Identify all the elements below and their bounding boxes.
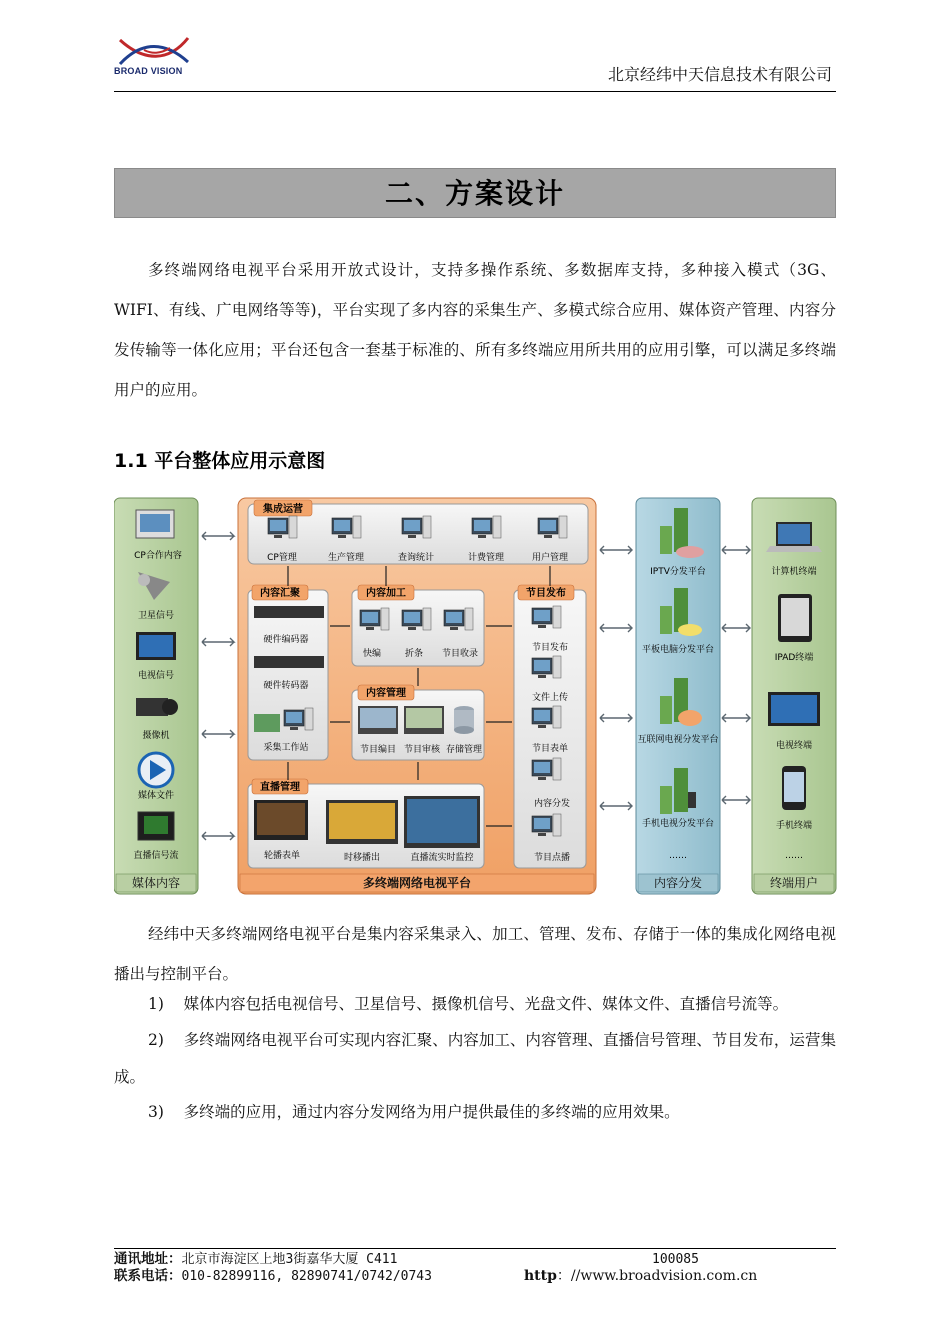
management-item: 节目编目 <box>359 745 397 755</box>
address-label: 通讯地址： <box>114 1251 182 1267</box>
terminal-item: 手机终端 <box>775 821 813 831</box>
distribution-item: 互联网电视分发平台 <box>637 735 719 745</box>
terminal-item: IPAD终端 <box>774 653 814 663</box>
media-source-cp: CP合作内容 <box>134 551 182 561</box>
publish-item: 内容分发 <box>533 799 571 809</box>
terminal-item: …… <box>785 851 803 861</box>
processing-item: 节目收录 <box>441 649 479 659</box>
media-footer: 媒体内容 <box>131 876 181 890</box>
management-title: 内容管理 <box>366 688 406 699</box>
distribution-item: …… <box>669 851 687 861</box>
publish-item: 文件上传 <box>531 693 569 703</box>
live-title: 直播管理 <box>260 782 300 793</box>
distribution-footer: 内容分发 <box>653 876 703 890</box>
http-label: http <box>524 1268 557 1284</box>
phone-label: 联系电话： <box>114 1268 182 1284</box>
distribution-item: 平板电脑分发平台 <box>641 645 715 655</box>
publish-title: 节目发布 <box>526 588 566 599</box>
live-item: 时移播出 <box>343 853 381 863</box>
website-url: ：//www.broadvision.com.cn <box>556 1268 758 1284</box>
list-item <box>114 1094 836 1130</box>
distribution-arrows <box>600 546 632 810</box>
body-paragraph: 经纬中天多终端网络电视平台是集内容采集录入、加工、管理、发布、存储于一体的集成化网络电视播出与控制平台。 <box>114 925 836 983</box>
list-item-number: 3) <box>148 1103 164 1121</box>
website[interactable] <box>524 1268 757 1285</box>
footer-phone-row <box>114 1268 836 1285</box>
media-source-camera: 摄像机 <box>142 731 170 741</box>
aggregation-item: 采集工作站 <box>263 743 309 753</box>
terminal-arrows <box>722 546 750 804</box>
subsection-title: 1.1 平台整体应用示意图 <box>114 450 326 472</box>
processing-title: 内容加工 <box>366 588 406 599</box>
media-source-tv: 电视信号 <box>137 671 175 681</box>
publish-item: 节目发布 <box>531 643 569 653</box>
intro-paragraph: 多终端网络电视平台采用开放式设计，支持多操作系统、多数据库支持，多种接入模式（3G、WIFI、有线、广电网络等等)，平台实现了多内容的采集生产、多模式综合应用、媒体资产管理、内容分发传输等一体化应用；平台还包含一套基于标准的、所有多终端应用所共用的应用引擎，可以满足多终端用户的应用。 <box>114 261 836 399</box>
zip-code: 100085 <box>652 1252 699 1267</box>
ops-item: 查询统计 <box>397 553 435 563</box>
list-item-text: 多终端网络电视平台可实现内容汇聚、内容加工、内容管理、直播信号管理、节目发布，运营集成。 <box>114 1031 836 1086</box>
distribution-item: 手机电视分发平台 <box>641 819 715 829</box>
list-item <box>114 1022 836 1096</box>
ops-title: 集成运营 <box>263 504 303 515</box>
page-footer <box>114 1248 836 1285</box>
list-item-text: 媒体内容包括电视信号、卫星信号、摄像机信号、光盘文件、媒体文件、直播信号流等。 <box>183 995 789 1013</box>
ops-item: 用户管理 <box>531 553 569 563</box>
aggregation-item: 硬件转码器 <box>263 681 309 691</box>
platform-diagram <box>114 496 838 896</box>
phone-value: 010-82899116, 82890741/0742/0743 <box>181 1269 432 1284</box>
media-source-satellite: 卫星信号 <box>137 611 175 621</box>
processing-item: 快编 <box>362 649 382 659</box>
input-arrows <box>202 532 234 840</box>
aggregation-item: 硬件编码器 <box>263 635 309 645</box>
ops-item: 生产管理 <box>327 553 365 563</box>
ops-item: 计费管理 <box>467 553 505 563</box>
media-source-file: 媒体文件 <box>137 791 175 801</box>
ops-item: CP管理 <box>267 553 297 563</box>
company-name: 北京经纬中天信息技术有限公司 <box>607 65 832 84</box>
page-header <box>114 28 836 92</box>
terminal-item: 电视终端 <box>775 741 813 751</box>
aggregation-title: 内容汇聚 <box>260 588 300 599</box>
terminal-footer: 终端用户 <box>769 876 819 890</box>
list-item-number: 2) <box>148 1031 164 1049</box>
live-item: 直播流实时监控 <box>410 853 474 863</box>
distribution-item: IPTV分发平台 <box>650 567 706 577</box>
publish-item: 节目表单 <box>531 744 569 754</box>
address-value: 北京市海淀区上地3街嘉华大厦 C411 <box>181 1252 398 1267</box>
list-item <box>114 986 836 1022</box>
management-item: 节目审核 <box>403 745 441 755</box>
section-title: 二、方案设计 <box>114 168 836 218</box>
list-item-text: 多终端的应用，通过内容分发网络为用户提供最佳的多终端的应用效果。 <box>183 1103 680 1121</box>
media-source-live-stream: 直播信号流 <box>133 851 179 861</box>
live-item: 轮播表单 <box>263 851 301 861</box>
processing-item: 折条 <box>404 649 424 659</box>
terminal-item: 计算机终端 <box>771 567 817 577</box>
publish-item: 节目点播 <box>533 853 571 863</box>
list-item-number: 1) <box>148 995 164 1013</box>
management-item: 存储管理 <box>445 745 483 755</box>
footer-address-row <box>114 1251 836 1268</box>
logo-text: BROAD VISION <box>114 66 183 76</box>
platform-footer: 多终端网络电视平台 <box>362 876 472 890</box>
